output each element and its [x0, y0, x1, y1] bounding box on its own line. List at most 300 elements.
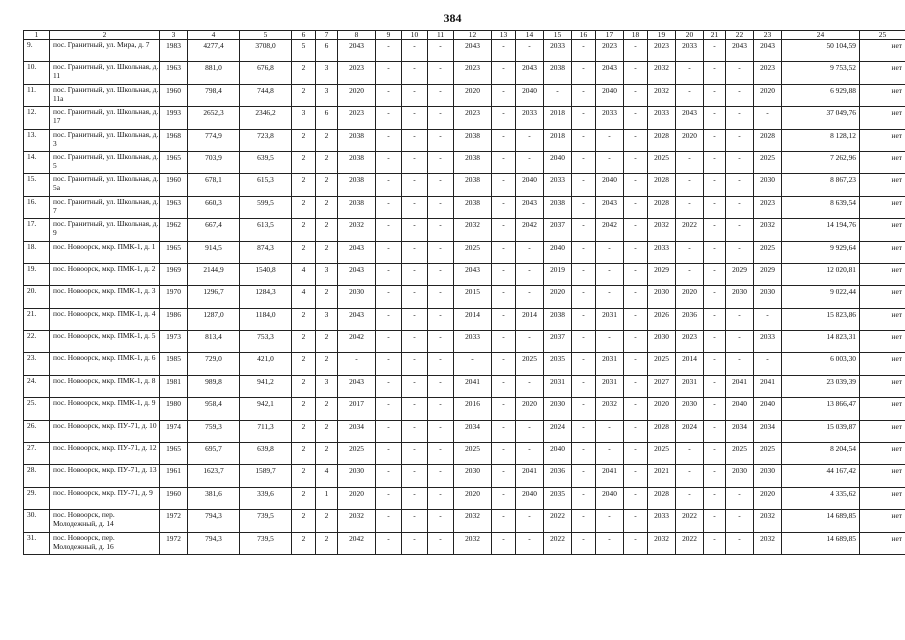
table-cell: - [754, 308, 782, 330]
table-cell: 1965 [160, 151, 188, 173]
table-cell: - [624, 398, 648, 420]
table-cell: - [596, 510, 624, 532]
table-cell: - [428, 40, 454, 62]
table-cell: 3708,0 [240, 40, 292, 62]
table-cell: 2040 [726, 398, 754, 420]
table-cell: - [428, 263, 454, 285]
table-cell: 2038 [544, 196, 572, 218]
table-cell: 1968 [160, 129, 188, 151]
table-cell: 1287,0 [188, 308, 240, 330]
table-cell: - [516, 420, 544, 442]
table-cell: - [492, 263, 516, 285]
table-cell: 2034 [454, 420, 492, 442]
table-cell: 2038 [544, 308, 572, 330]
table-cell: - [596, 129, 624, 151]
table-cell: - [726, 308, 754, 330]
table-row [24, 196, 905, 218]
table-cell: 2030 [726, 465, 754, 487]
table-cell: нет [860, 420, 905, 442]
table-row [24, 465, 905, 487]
table-cell: 2 [316, 443, 338, 465]
table-cell: 1184,0 [240, 308, 292, 330]
column-header: 24 [782, 31, 860, 40]
row-number-cell: 13. [24, 129, 50, 151]
table-cell: 37 049,76 [782, 107, 860, 129]
table-cell: 6 [316, 107, 338, 129]
table-cell: 2 [292, 465, 316, 487]
table-cell: 2032 [648, 62, 676, 84]
table-cell: 2020 [454, 487, 492, 509]
table-cell: 2017 [338, 398, 376, 420]
table-cell: - [492, 151, 516, 173]
table-cell: - [492, 420, 516, 442]
table-cell: - [704, 331, 726, 353]
table-cell: 2041 [454, 375, 492, 397]
table-cell: 2031 [596, 308, 624, 330]
table-cell: - [376, 174, 402, 196]
table-cell: 2043 [338, 375, 376, 397]
table-cell: 2040 [516, 487, 544, 509]
table-cell: 1973 [160, 331, 188, 353]
table-cell: 2 [316, 151, 338, 173]
table-cell: - [704, 196, 726, 218]
table-cell: 2 [316, 286, 338, 308]
table-cell: - [676, 241, 704, 263]
table-cell: 2035 [544, 353, 572, 375]
table-cell: - [492, 286, 516, 308]
table-cell: 2032 [596, 398, 624, 420]
table-cell: 2030 [676, 398, 704, 420]
table-cell: 6 [316, 40, 338, 62]
table-cell: 2038 [454, 174, 492, 196]
table-cell: - [572, 174, 596, 196]
table-cell: - [704, 308, 726, 330]
table-cell: - [676, 263, 704, 285]
table-cell: - [624, 84, 648, 106]
table-cell: - [402, 263, 428, 285]
table-cell: 2023 [676, 331, 704, 353]
table-cell: - [492, 510, 516, 532]
column-header: 9 [376, 31, 402, 40]
table-cell: нет [860, 353, 905, 375]
table-cell: 2033 [754, 331, 782, 353]
table-cell: - [572, 40, 596, 62]
table-cell: нет [860, 129, 905, 151]
table-cell: 2020 [754, 84, 782, 106]
table-cell: - [428, 420, 454, 442]
table-cell: 2029 [648, 263, 676, 285]
table-cell: - [376, 263, 402, 285]
table-cell: - [428, 308, 454, 330]
table-cell: 2033 [596, 107, 624, 129]
table-cell: - [516, 151, 544, 173]
table-cell: - [624, 174, 648, 196]
table-cell: 2024 [544, 420, 572, 442]
table-cell: 4 [292, 286, 316, 308]
table-cell: 2032 [648, 84, 676, 106]
table-cell: 8 639,54 [782, 196, 860, 218]
table-cell: 2043 [726, 40, 754, 62]
table-cell: 881,0 [188, 62, 240, 84]
table-cell: - [704, 398, 726, 420]
table-cell: - [572, 129, 596, 151]
table-cell: - [428, 353, 454, 375]
table-cell: - [726, 196, 754, 218]
table-cell: 759,3 [188, 420, 240, 442]
table-cell: 2 [316, 241, 338, 263]
table-cell: 2042 [596, 219, 624, 241]
table-cell: - [572, 398, 596, 420]
table-cell: нет [860, 62, 905, 84]
table-cell: 813,4 [188, 331, 240, 353]
table-cell: - [516, 375, 544, 397]
table-cell: - [402, 286, 428, 308]
table-cell: 2043 [596, 62, 624, 84]
table-cell: нет [860, 286, 905, 308]
table-cell: - [572, 420, 596, 442]
table-cell: - [402, 84, 428, 106]
table-cell: 2022 [544, 532, 572, 554]
row-number-cell: 11. [24, 84, 50, 106]
table-cell: - [376, 510, 402, 532]
table-row [24, 286, 905, 308]
table-cell: 1974 [160, 420, 188, 442]
table-cell: 2 [292, 196, 316, 218]
table-cell: нет [860, 84, 905, 106]
table-cell: 2025 [754, 241, 782, 263]
table-cell: - [596, 420, 624, 442]
table-cell: 1963 [160, 62, 188, 84]
table-cell: - [624, 375, 648, 397]
table-cell: - [624, 465, 648, 487]
table-cell: 2652,3 [188, 107, 240, 129]
table-cell: - [428, 443, 454, 465]
table-row [24, 398, 905, 420]
address-cell: пос. Гранитный, ул. Школьная, д. 3 [50, 129, 160, 151]
table-cell: 2029 [754, 263, 782, 285]
table-cell: - [376, 40, 402, 62]
table-cell: - [726, 174, 754, 196]
table-cell: - [402, 353, 428, 375]
table-cell: - [624, 241, 648, 263]
table-cell: - [492, 398, 516, 420]
table-cell: - [704, 353, 726, 375]
row-number-cell: 28. [24, 465, 50, 487]
table-cell: - [572, 219, 596, 241]
table-cell: - [596, 532, 624, 554]
table-cell: - [624, 443, 648, 465]
table-cell: - [704, 241, 726, 263]
address-cell: пос. Новоорск, мкр. ПМК-1, д. 1 [50, 241, 160, 263]
table-cell: 2036 [676, 308, 704, 330]
table-cell: 613,5 [240, 219, 292, 241]
table-cell: 729,0 [188, 353, 240, 375]
table-cell: 2033 [648, 241, 676, 263]
table-cell: - [572, 443, 596, 465]
table-cell: - [516, 532, 544, 554]
table-cell: - [376, 308, 402, 330]
table-cell: 1623,7 [188, 465, 240, 487]
table-cell: - [726, 219, 754, 241]
table-cell: 2030 [754, 286, 782, 308]
row-number-cell: 31. [24, 532, 50, 554]
column-header: 6 [292, 31, 316, 40]
table-cell: 1972 [160, 532, 188, 554]
address-cell: пос. Гранитный, ул. Школьная, д. 17 [50, 107, 160, 129]
table-cell: 2018 [544, 129, 572, 151]
table-cell: - [492, 174, 516, 196]
table-cell: - [676, 62, 704, 84]
address-cell: пос. Новоорск, мкр. ПМК-1, д. 9 [50, 398, 160, 420]
table-cell: 2037 [544, 331, 572, 353]
table-cell: - [572, 465, 596, 487]
table-cell: - [402, 510, 428, 532]
table-cell: 1296,7 [188, 286, 240, 308]
table-cell: - [428, 174, 454, 196]
table-cell: - [492, 62, 516, 84]
table-cell: 874,3 [240, 241, 292, 263]
column-header: 15 [544, 31, 572, 40]
table-cell: 2043 [338, 263, 376, 285]
table-cell: - [402, 196, 428, 218]
table-cell: - [624, 532, 648, 554]
table-cell: 13 866,47 [782, 398, 860, 420]
address-cell: пос. Гранитный, ул. Мира, д. 7 [50, 40, 160, 62]
table-cell: 2038 [338, 196, 376, 218]
table-cell: - [624, 331, 648, 353]
table-cell: - [428, 129, 454, 151]
table-cell: 2043 [338, 40, 376, 62]
table-cell: - [376, 420, 402, 442]
table-cell: 50 104,59 [782, 40, 860, 62]
table-cell: 2 [316, 420, 338, 442]
table-cell: - [572, 62, 596, 84]
page-number: 384 [443, 11, 462, 25]
table-cell: - [676, 443, 704, 465]
address-cell: пос. Новоорск, пер. Молодежный, д. 14 [50, 510, 160, 532]
row-number-cell: 26. [24, 420, 50, 442]
table-cell: 2040 [544, 241, 572, 263]
table-cell: 8 128,12 [782, 129, 860, 151]
table-cell: 2032 [754, 219, 782, 241]
table-cell: - [516, 40, 544, 62]
table-cell: нет [860, 331, 905, 353]
table-cell: - [624, 487, 648, 509]
table-cell: - [704, 510, 726, 532]
column-header: 20 [676, 31, 704, 40]
table-cell: 794,3 [188, 510, 240, 532]
table-cell: 14 689,85 [782, 510, 860, 532]
table-cell: 2023 [754, 62, 782, 84]
table-cell: - [572, 487, 596, 509]
table-cell: 421,0 [240, 353, 292, 375]
table-cell: 2040 [596, 174, 624, 196]
table-cell: - [704, 263, 726, 285]
table-cell: - [492, 129, 516, 151]
table-row [24, 353, 905, 375]
table-cell: - [376, 84, 402, 106]
table-cell: 2020 [676, 129, 704, 151]
table-cell: 2025 [338, 443, 376, 465]
row-number-cell: 29. [24, 487, 50, 509]
table-cell: - [402, 241, 428, 263]
table-cell: 2023 [754, 196, 782, 218]
table-cell: - [572, 196, 596, 218]
column-header: 5 [240, 31, 292, 40]
table-cell: 711,3 [240, 420, 292, 442]
table-cell: 2020 [338, 84, 376, 106]
table-cell: 2033 [544, 174, 572, 196]
table-cell: 1972 [160, 510, 188, 532]
table-cell: - [596, 443, 624, 465]
table-cell: 2020 [676, 286, 704, 308]
table-cell: 739,5 [240, 532, 292, 554]
table-cell: 753,3 [240, 331, 292, 353]
table-cell: 3 [316, 263, 338, 285]
table-cell: 989,8 [188, 375, 240, 397]
address-cell: пос. Новоорск, мкр. ПУ-71, д. 13 [50, 465, 160, 487]
table-cell: - [624, 62, 648, 84]
table-cell: 1960 [160, 487, 188, 509]
table-cell: - [492, 443, 516, 465]
table-cell: 1962 [160, 219, 188, 241]
table-cell: - [376, 465, 402, 487]
table-row [24, 263, 905, 285]
table-cell: 2023 [338, 62, 376, 84]
table-cell: 615,3 [240, 174, 292, 196]
table-cell: - [492, 331, 516, 353]
table-cell: 2038 [338, 129, 376, 151]
table-cell: 4277,4 [188, 40, 240, 62]
table-cell: 2022 [676, 219, 704, 241]
table-cell: 2 [316, 129, 338, 151]
table-row [24, 174, 905, 196]
table-cell: 2040 [596, 84, 624, 106]
table-cell: 1986 [160, 308, 188, 330]
row-number-cell: 19. [24, 263, 50, 285]
table-cell: - [516, 510, 544, 532]
table-cell: 2040 [544, 151, 572, 173]
table-cell: - [726, 532, 754, 554]
table-cell: 2043 [516, 62, 544, 84]
table-cell: - [676, 151, 704, 173]
table-cell: 2 [316, 219, 338, 241]
table-cell: - [516, 443, 544, 465]
row-number-cell: 9. [24, 40, 50, 62]
table-cell: - [624, 129, 648, 151]
row-number-cell: 18. [24, 241, 50, 263]
column-header: 12 [454, 31, 492, 40]
table-cell: 2034 [726, 420, 754, 442]
table-cell: нет [860, 107, 905, 129]
table-cell: - [624, 151, 648, 173]
table-cell: 2020 [454, 84, 492, 106]
table-cell: 639,8 [240, 443, 292, 465]
table-cell: - [624, 107, 648, 129]
table-cell: - [676, 465, 704, 487]
address-cell: пос. Новоорск, пер. Молодежный, д. 16 [50, 532, 160, 554]
table-cell: 2 [292, 129, 316, 151]
table-cell: 14 194,76 [782, 219, 860, 241]
table-row [24, 443, 905, 465]
table-row [24, 219, 905, 241]
table-cell: 2027 [648, 375, 676, 397]
address-cell: пос. Новоорск, мкр. ПМК-1, д. 8 [50, 375, 160, 397]
table-cell: - [492, 465, 516, 487]
table-cell: нет [860, 532, 905, 554]
table-cell: 2030 [648, 286, 676, 308]
table-cell: 2 [316, 532, 338, 554]
column-number-row [24, 31, 905, 40]
column-header: 2 [50, 31, 160, 40]
table-cell: - [676, 84, 704, 106]
table-row [24, 151, 905, 173]
table-cell: нет [860, 487, 905, 509]
table-cell: - [428, 151, 454, 173]
table-cell: - [492, 84, 516, 106]
table-cell: - [376, 398, 402, 420]
table-cell: 2040 [596, 487, 624, 509]
table-cell: 2042 [338, 532, 376, 554]
table-cell: 2 [292, 532, 316, 554]
table-cell: - [454, 353, 492, 375]
address-cell: пос. Гранитный, ул. Школьная, д. 7 [50, 196, 160, 218]
table-cell: 2014 [516, 308, 544, 330]
table-cell: 2030 [338, 465, 376, 487]
table-cell: - [572, 263, 596, 285]
row-number-cell: 14. [24, 151, 50, 173]
table-cell: - [624, 286, 648, 308]
table-cell: 1969 [160, 263, 188, 285]
table-cell: 667,4 [188, 219, 240, 241]
table-cell: 7 262,96 [782, 151, 860, 173]
table-cell: - [704, 129, 726, 151]
table-row [24, 62, 905, 84]
row-number-cell: 22. [24, 331, 50, 353]
table-cell: 2 [292, 487, 316, 509]
address-cell: пос. Гранитный, ул. Школьная, д. 5 [50, 151, 160, 173]
table-cell: - [492, 219, 516, 241]
table-cell: - [596, 263, 624, 285]
table-cell: 1284,3 [240, 286, 292, 308]
table-cell: 1965 [160, 443, 188, 465]
table-cell: 639,5 [240, 151, 292, 173]
table-cell: - [376, 62, 402, 84]
table-cell: 2023 [338, 107, 376, 129]
table-cell: 2030 [726, 286, 754, 308]
table-cell: - [704, 174, 726, 196]
table-cell: 2032 [454, 532, 492, 554]
table-cell: - [704, 465, 726, 487]
column-header: 10 [402, 31, 428, 40]
table-cell: - [428, 84, 454, 106]
address-cell: пос. Новоорск, мкр. ПМК-1, д. 5 [50, 331, 160, 353]
row-number-cell: 10. [24, 62, 50, 84]
table-cell: 2036 [544, 465, 572, 487]
table-cell: 1993 [160, 107, 188, 129]
table-cell: 2022 [676, 510, 704, 532]
table-cell: - [428, 487, 454, 509]
table-cell: - [492, 353, 516, 375]
table-cell: 2040 [516, 174, 544, 196]
table-cell: 1963 [160, 196, 188, 218]
table-cell: - [516, 286, 544, 308]
table-cell: - [726, 353, 754, 375]
table-cell: 339,6 [240, 487, 292, 509]
table-cell: 2032 [648, 219, 676, 241]
table-cell: - [726, 487, 754, 509]
table-cell: 2 [292, 308, 316, 330]
